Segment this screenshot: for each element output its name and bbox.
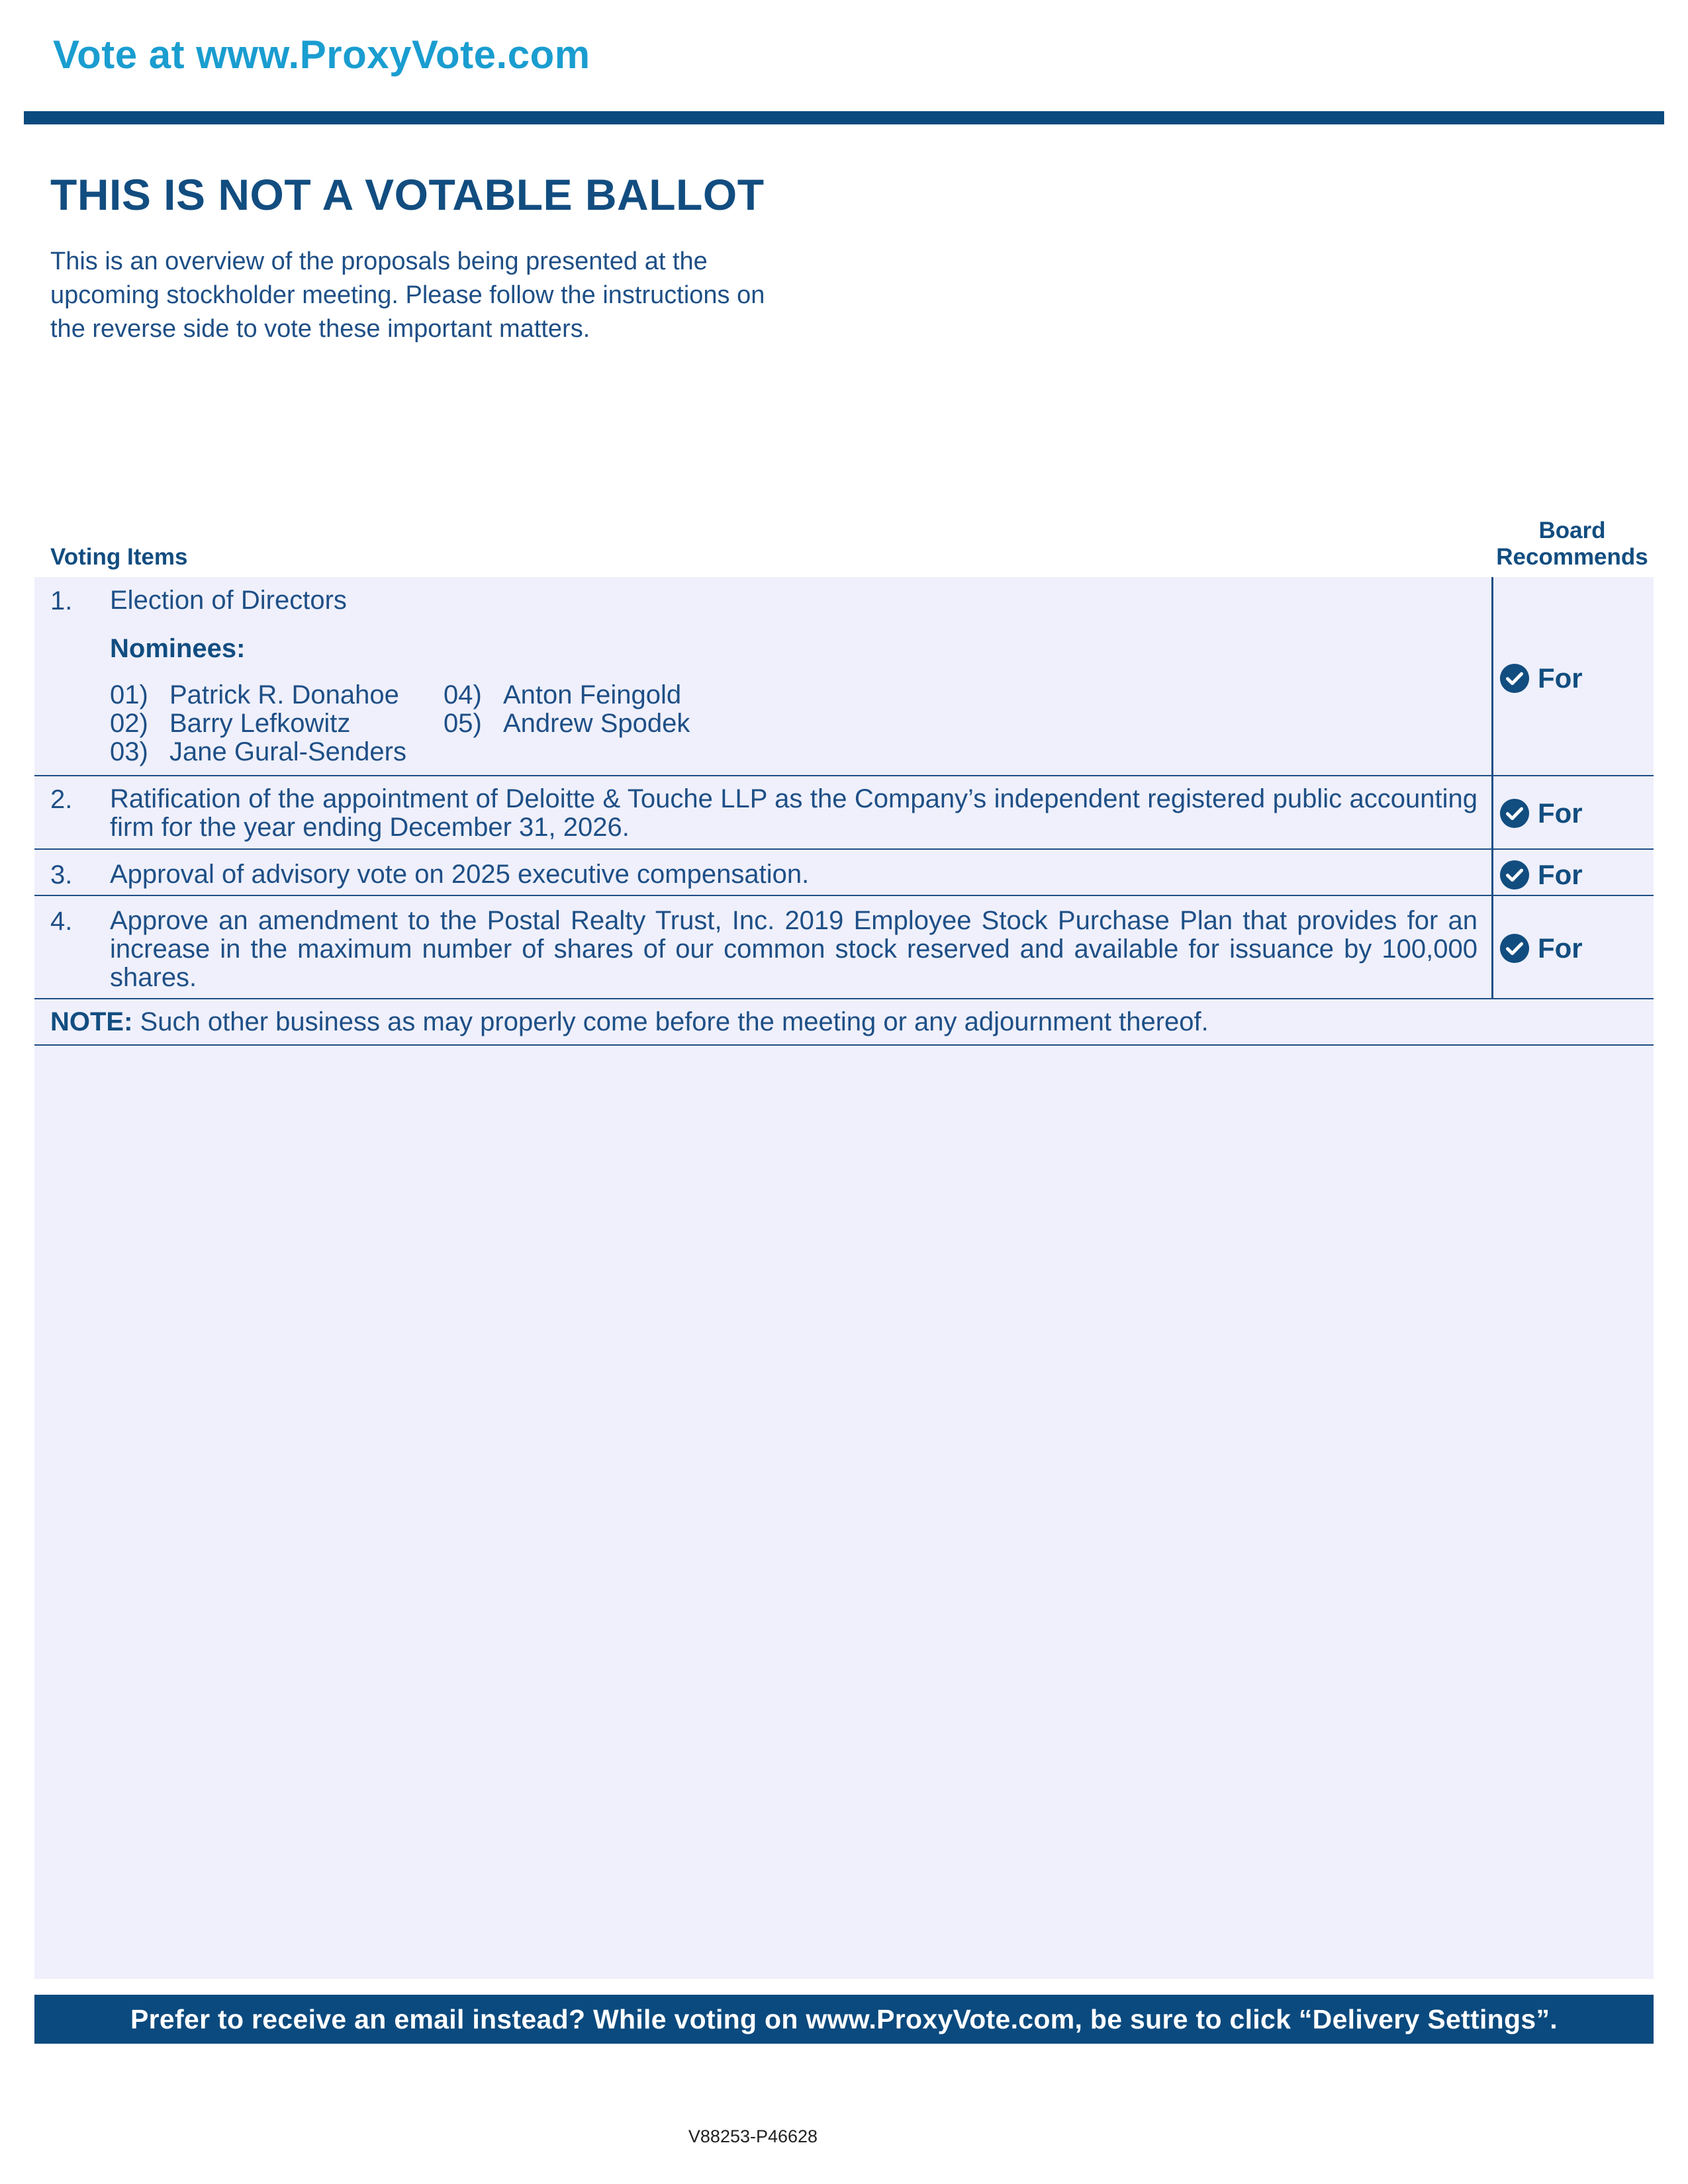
intro-line-1: This is an overview of the proposals being presented at the	[50, 248, 708, 275]
nominee-04-name: Anton Feingold	[503, 680, 682, 709]
item-2-recommendation	[1499, 797, 1583, 830]
nominee-03-number: 03)	[110, 737, 148, 766]
row-divider-4	[34, 998, 1654, 999]
nominees-label: Nominees:	[110, 634, 246, 663]
nominee-04-number: 04)	[444, 680, 482, 709]
nominee-03-name: Jane Gural-Senders	[169, 737, 406, 766]
item-4-recommendation-label: For	[1538, 933, 1583, 964]
nominee-01-number: 01)	[110, 680, 148, 709]
item-3-recommendation-label: For	[1538, 859, 1583, 890]
note-divider	[34, 1044, 1654, 1046]
check-circle-icon	[1499, 860, 1530, 890]
item-4-recommendation	[1499, 932, 1583, 965]
item-3-text: Approval of advisory vote on 2025 executive compensation.	[110, 860, 810, 889]
nominee-05-name: Andrew Spodek	[503, 709, 690, 738]
check-circle-icon	[1499, 663, 1530, 694]
proxyvote-link[interactable]: Vote at www.ProxyVote.com	[53, 32, 590, 77]
item-3-recommendation	[1499, 858, 1583, 891]
item-1-recommendation	[1499, 662, 1583, 695]
header-rule	[24, 111, 1664, 124]
item-1-recommendation-label: For	[1538, 662, 1583, 694]
email-delivery-text: Prefer to receive an email instead? While voting on www.ProxyVote.com, be sure to click “Delivery Settings”.	[130, 2003, 1558, 2034]
nominee-05	[444, 709, 690, 739]
row-divider-3	[34, 895, 1654, 896]
row-divider-1	[34, 775, 1654, 776]
item-4-text: Approve an amendment to the Postal Realty Trust, Inc. 2019 Employee Stock Purchase Plan that provides for an increase in the maximum number of shares of our common stock reserved and available for issuance by 100,000 shares.	[110, 906, 1477, 992]
item-1-text: Election of Directors	[110, 586, 347, 615]
column-divider	[1491, 577, 1493, 998]
check-circle-icon	[1499, 933, 1530, 964]
note-text	[50, 1007, 1209, 1037]
note-body: Such other business as may properly come before the meeting or any adjournment thereof.	[132, 1007, 1209, 1036]
nominee-02	[110, 709, 350, 739]
intro-paragraph	[50, 245, 831, 346]
voting-items-header: Voting Items	[50, 544, 188, 570]
document-code: V88253-P46628	[688, 2126, 818, 2146]
check-circle-icon	[1499, 798, 1530, 829]
item-4-number: 4.	[50, 907, 73, 936]
page-title: THIS IS NOT A VOTABLE BALLOT	[50, 170, 765, 219]
nominee-01-name: Patrick R. Donahoe	[169, 680, 399, 709]
note-label: NOTE:	[50, 1007, 133, 1036]
nominee-02-number: 02)	[110, 709, 148, 738]
nominee-01	[110, 680, 399, 710]
item-3-number: 3.	[50, 860, 73, 889]
intro-line-3: the reverse side to vote these important matters.	[50, 315, 590, 343]
board-recommends-line-1: Board	[1538, 518, 1606, 543]
board-recommends-line-2: Recommends	[1496, 544, 1648, 570]
nominee-03	[110, 737, 406, 767]
item-1-number: 1.	[50, 586, 73, 615]
email-delivery-banner	[34, 1995, 1654, 2044]
item-2-text: Ratification of the appointment of Deloitte & Touche LLP as the Company’s independent registered public accounting firm for the year ending December 31, 2026.	[110, 784, 1477, 842]
nominee-05-number: 05)	[444, 709, 482, 738]
item-2-recommendation-label: For	[1538, 797, 1583, 829]
intro-line-2: upcoming stockholder meeting. Please follow the instructions on	[50, 281, 765, 309]
row-divider-2	[34, 848, 1654, 850]
item-2-number: 2.	[50, 785, 73, 814]
board-recommends-header	[1493, 518, 1652, 570]
nominee-04	[444, 680, 681, 710]
nominee-02-name: Barry Lefkowitz	[169, 709, 351, 738]
